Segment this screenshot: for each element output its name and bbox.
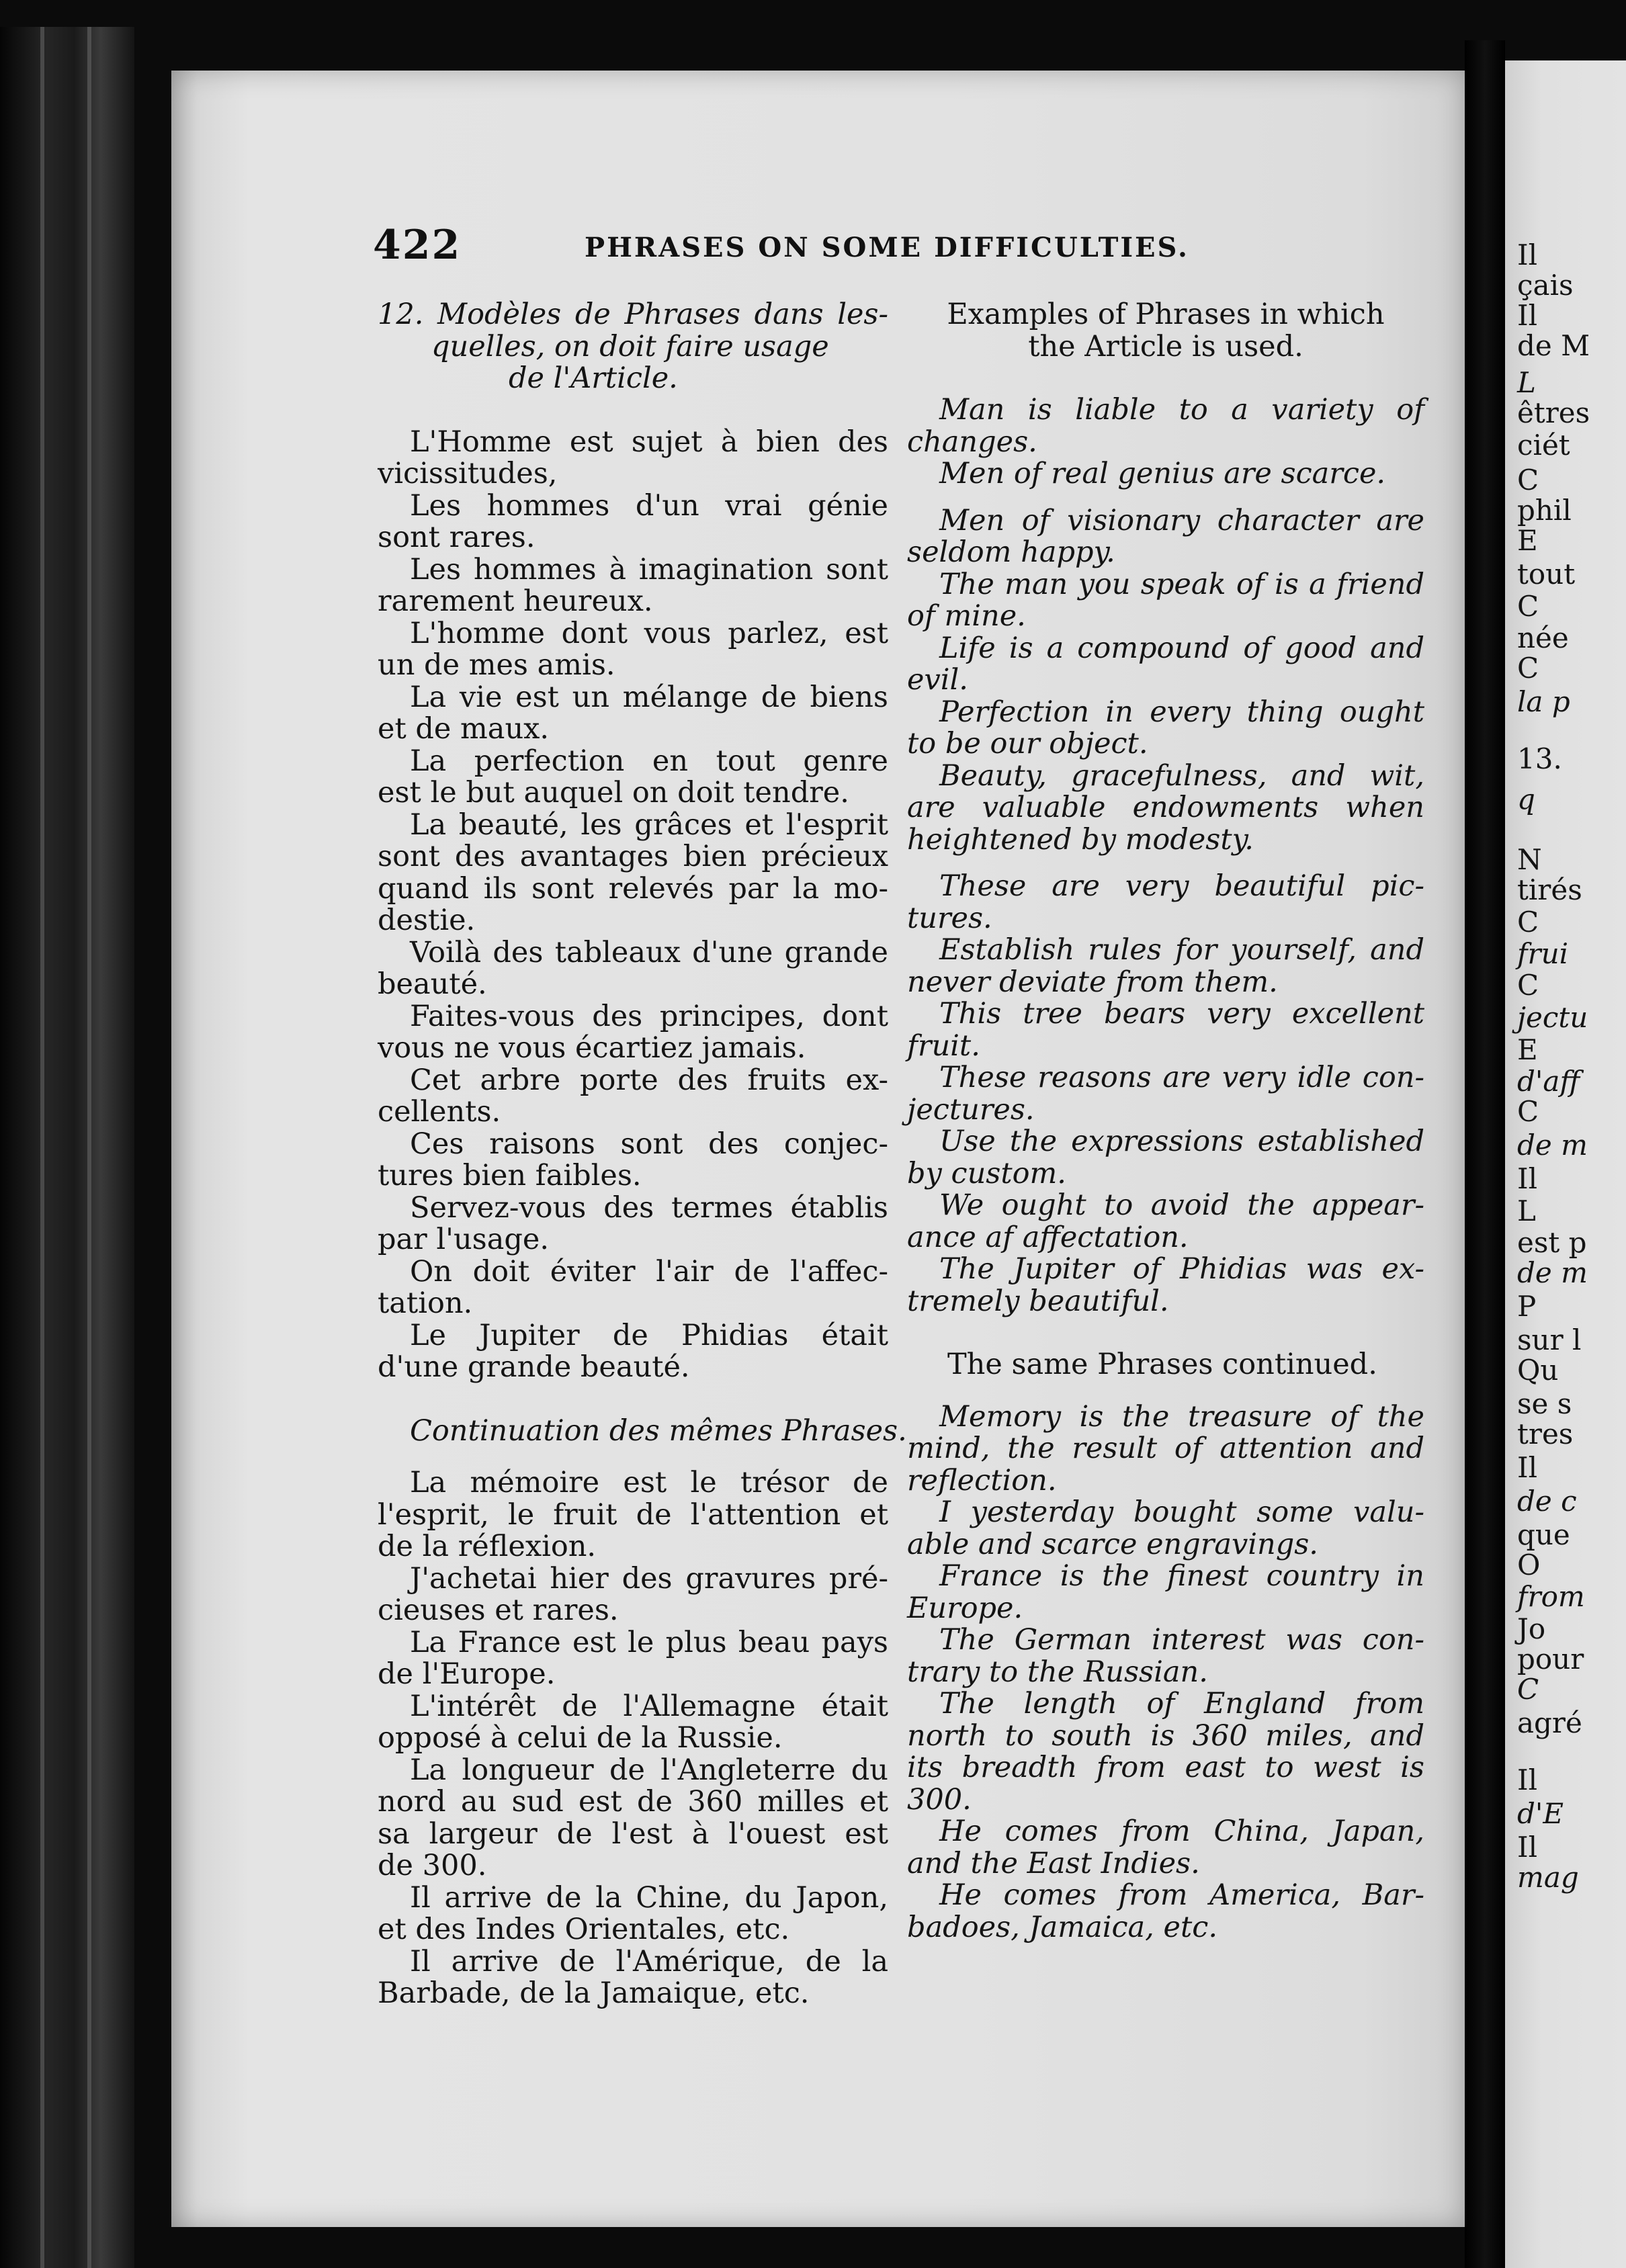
text-line: La beauté, les grâces et l'esprit: [410, 808, 888, 842]
facing-page-fragment: la p: [1517, 685, 1570, 718]
facing-page-fragment: de c: [1517, 1485, 1577, 1518]
facing-page-fragment: est p: [1517, 1226, 1587, 1259]
text-line: The man you speak of is a friend: [939, 567, 1424, 601]
facing-page-fragment: O: [1517, 1549, 1541, 1581]
facing-page-fragment: Jo: [1517, 1612, 1546, 1645]
text-line: La mémoire est le trésor de: [410, 1466, 888, 1499]
text-line: Memory is the treasure of the: [939, 1399, 1424, 1434]
facing-page-fragment: C: [1517, 1095, 1539, 1128]
text-line: L'Homme est sujet à bien des: [410, 425, 888, 459]
text-line: seldom happy.: [907, 535, 1115, 569]
facing-page-fragment: Il: [1517, 299, 1538, 332]
text-line: of mine.: [907, 599, 1026, 633]
facing-page-fragment: N: [1517, 843, 1542, 876]
french-phrases: [378, 427, 888, 1384]
facing-page-fragment: C: [1517, 969, 1539, 1002]
facing-page-fragment: Il: [1517, 1763, 1538, 1796]
facing-page-fragment: tirés: [1517, 873, 1582, 906]
text-line: evil.: [907, 663, 968, 697]
text-line: These reasons are very idle con-: [939, 1061, 1424, 1094]
text-line: La France est le plus beau pays: [410, 1625, 888, 1659]
text-line: Les hommes d'un vrai génie: [410, 488, 888, 523]
text-line: Perfection in every thing ought: [939, 695, 1424, 729]
text-line: cellents.: [378, 1095, 501, 1129]
facing-page-fragment: frui: [1517, 937, 1569, 970]
text-line: These are very beautiful pic-: [939, 869, 1424, 903]
text-line: Beauty, gracefulness, and wit,: [939, 758, 1424, 793]
facing-page-fragment: ciét: [1517, 429, 1570, 462]
page-number: 422: [373, 222, 462, 269]
text-line: tures bien faibles.: [378, 1159, 642, 1192]
running-head: PHRASES ON SOME DIFFICULTIES.: [585, 232, 1189, 263]
facing-page-fragment: née: [1517, 621, 1569, 654]
text-line: l'esprit, le fruit de l'attention et: [378, 1497, 888, 1532]
text-line: On doit éviter l'air de l'affec-: [410, 1254, 888, 1289]
text-line: badoes, Jamaica, etc.: [907, 1910, 1217, 1944]
facing-page: [1505, 60, 1626, 2268]
text-line: Voilà des tableaux d'une grande: [410, 935, 888, 969]
french-subheading: Continuation des mêmes Phrases.: [410, 1413, 907, 1448]
facing-page-fragment: Qu: [1517, 1354, 1559, 1387]
facing-page-fragment: Il: [1517, 1831, 1538, 1864]
text-line: Il arrive de l'Amérique, de la: [410, 1944, 888, 1978]
facing-page-fragment: phil: [1517, 494, 1572, 527]
text-line: Use the expressions established: [939, 1125, 1424, 1158]
text-line: et de maux.: [378, 712, 550, 746]
english-phrases: [907, 394, 1424, 1317]
facing-page-fragment: agré: [1517, 1706, 1582, 1739]
french-phrases-continued: [378, 1467, 888, 2010]
facing-page-fragment: Il: [1517, 238, 1538, 271]
text-line: sont rares.: [378, 521, 536, 554]
heading-line: 12. Modèles de Phrases dans les-: [378, 298, 888, 331]
facing-page-fragment: C: [1517, 1673, 1539, 1706]
text-line: and the East Indies.: [907, 1846, 1200, 1880]
text-line: trary to the Russian.: [907, 1655, 1208, 1689]
text-line: by custom.: [907, 1156, 1066, 1190]
text-line: L'homme dont vous parlez, est: [410, 616, 888, 650]
facing-page-fragment: que: [1517, 1518, 1570, 1551]
text-line: La perfection en tout genre: [410, 744, 888, 778]
text-line: d'une grande beauté.: [378, 1350, 690, 1384]
text-line: de l'Europe.: [378, 1657, 556, 1691]
facing-page-fragment: êtres: [1517, 396, 1590, 429]
text-line: opposé à celui de la Russie.: [378, 1721, 783, 1755]
text-line: The length of England from: [939, 1687, 1424, 1720]
text-line: I yesterday bought some valu-: [939, 1495, 1424, 1529]
text-line: changes.: [907, 425, 1037, 459]
english-column: [907, 299, 1424, 1944]
text-line: The German interest was con-: [939, 1623, 1424, 1657]
heading-line: the Article is used.: [1028, 329, 1303, 363]
text-line: reflection.: [907, 1463, 1057, 1497]
facing-page-fragment: de M: [1517, 329, 1590, 362]
text-line: jectures.: [907, 1092, 1035, 1127]
text-line: Il arrive de la Chine, du Japon,: [410, 1880, 888, 1915]
text-line: Faites-vous des principes, dont: [410, 999, 888, 1033]
text-line: rarement heureux.: [378, 584, 653, 618]
text-line: able and scarce engravings.: [907, 1527, 1318, 1561]
facing-page-fragment: se s: [1517, 1387, 1572, 1420]
facing-page-fragment: L: [1517, 1194, 1536, 1227]
text-line: Ces raisons sont des conjec-: [410, 1127, 888, 1161]
facing-page-fragment: tout: [1517, 558, 1576, 591]
text-line: sa largeur de l'est à l'ouest est: [378, 1817, 888, 1851]
french-heading: [378, 299, 888, 395]
text-line: Le Jupiter de Phidias était: [410, 1318, 888, 1352]
text-line: its breadth from east to west is: [907, 1751, 1424, 1784]
facing-page-fragment: de m: [1517, 1129, 1588, 1162]
facing-page-fragment: çais: [1517, 269, 1574, 302]
facing-page-fragment: jectu: [1517, 1001, 1588, 1034]
text-line: sont des avantages bien précieux: [378, 840, 888, 873]
facing-page-fragment: L: [1517, 366, 1536, 399]
text-line: are valuable endowments when: [907, 791, 1424, 824]
text-line: Establish rules for yourself, and: [939, 933, 1424, 967]
text-line: J'achetai hier des gravures pré-: [410, 1561, 888, 1596]
facing-page-fragment: C: [1517, 590, 1539, 623]
text-line: 300.: [907, 1782, 972, 1817]
facing-page-fragment: P: [1517, 1290, 1537, 1323]
facing-page-fragment: C: [1517, 652, 1539, 685]
facing-page-fragment: from: [1517, 1580, 1585, 1613]
facing-page-fragment: Il: [1517, 1451, 1538, 1484]
text-line: He comes from America, Bar-: [939, 1878, 1424, 1912]
text-line: never deviate from them.: [907, 965, 1278, 999]
text-line: Les hommes à imagination sont: [410, 552, 888, 586]
text-line: ance af affectation.: [907, 1220, 1189, 1254]
facing-page-fragment: d'aff: [1517, 1065, 1580, 1098]
text-line: Men of visionary character are: [939, 503, 1424, 537]
text-line: heightened by modesty.: [907, 822, 1254, 857]
text-line: destie.: [378, 904, 476, 937]
english-heading: [907, 299, 1424, 363]
text-line: La vie est un mélange de biens: [410, 680, 888, 714]
text-line: vous ne vous écartiez jamais.: [378, 1031, 806, 1065]
text-line: quand ils sont relevés par la mo-: [378, 871, 888, 906]
text-line: cieuses et rares.: [378, 1594, 619, 1627]
english-subheading: The same Phrases continued.: [947, 1348, 1377, 1381]
facing-page-fragment: E: [1517, 524, 1538, 557]
text-line: vicissitudes,: [378, 457, 558, 490]
french-column: [378, 298, 907, 2010]
text-line: We ought to avoid the appear-: [939, 1188, 1424, 1222]
heading-line: Examples of Phrases in which: [947, 298, 1385, 331]
facing-page-fragment: C: [1517, 464, 1539, 496]
text-line: France is the finest country in: [939, 1559, 1424, 1593]
text-line: Servez-vous des termes établis: [410, 1190, 888, 1225]
text-line: He comes from China, Japan,: [939, 1815, 1424, 1848]
facing-page-fragment: E: [1517, 1033, 1538, 1066]
text-line: beauté.: [378, 967, 487, 1001]
text-line: mind, the result of attention and: [907, 1432, 1424, 1465]
text-line: to be our object.: [907, 727, 1148, 760]
text-line: est le but auquel on doit tendre.: [378, 776, 849, 810]
english-phrases-continued: [907, 1401, 1424, 1944]
book-cover-edge: [0, 27, 134, 2268]
text-line: Life is a compound of good and: [939, 631, 1424, 665]
facing-page-fragment: sur l: [1517, 1323, 1582, 1356]
text-line: Barbade, de la Jamaique, etc.: [378, 1976, 810, 2010]
facing-page-fragment: 13.: [1517, 742, 1562, 775]
text-line: et des Indes Orientales, etc.: [378, 1913, 790, 1946]
text-line: de la réflexion.: [378, 1530, 597, 1563]
text-line: L'intérêt de l'Allemagne était: [410, 1689, 888, 1723]
text-line: par l'usage.: [378, 1223, 549, 1256]
facing-page-fragment: tres: [1517, 1418, 1574, 1450]
text-line: This tree bears very excellent: [939, 997, 1424, 1031]
text-line: tation.: [378, 1286, 473, 1320]
text-line: tremely beautiful.: [907, 1284, 1169, 1318]
text-line: Europe.: [907, 1591, 1023, 1625]
text-line: La longueur de l'Angleterre du: [410, 1753, 888, 1787]
text-line: nord au sud est de 360 milles et: [378, 1785, 888, 1819]
text-line: fruit.: [907, 1029, 980, 1063]
facing-page-fragment: de m: [1517, 1256, 1588, 1289]
text-line: north to south is 360 miles, and: [907, 1718, 1424, 1753]
text-line: tures.: [907, 901, 992, 935]
facing-page-fragment: mag: [1517, 1861, 1579, 1894]
facing-page-fragment: pour: [1517, 1643, 1584, 1675]
text-line: Man is liable to a variety of: [939, 393, 1424, 427]
facing-page-fragment: d'E: [1517, 1797, 1564, 1830]
book-gutter: [1465, 40, 1505, 2268]
text-line: The Jupiter of Phidias was ex-: [939, 1252, 1424, 1286]
text-line: Cet arbre porte des fruits ex-: [410, 1063, 888, 1097]
facing-page-fragment: C: [1517, 906, 1539, 939]
facing-page-fragment: q: [1517, 783, 1535, 816]
text-line: de 300.: [378, 1849, 487, 1882]
text-line: un de mes amis.: [378, 648, 615, 682]
heading-line: de l'Article.: [509, 361, 678, 395]
text-line: Men of real genius are scarce.: [939, 457, 1386, 490]
heading-line: quelles, on doit faire usage: [431, 329, 829, 363]
facing-page-fragment: Il: [1517, 1162, 1538, 1195]
